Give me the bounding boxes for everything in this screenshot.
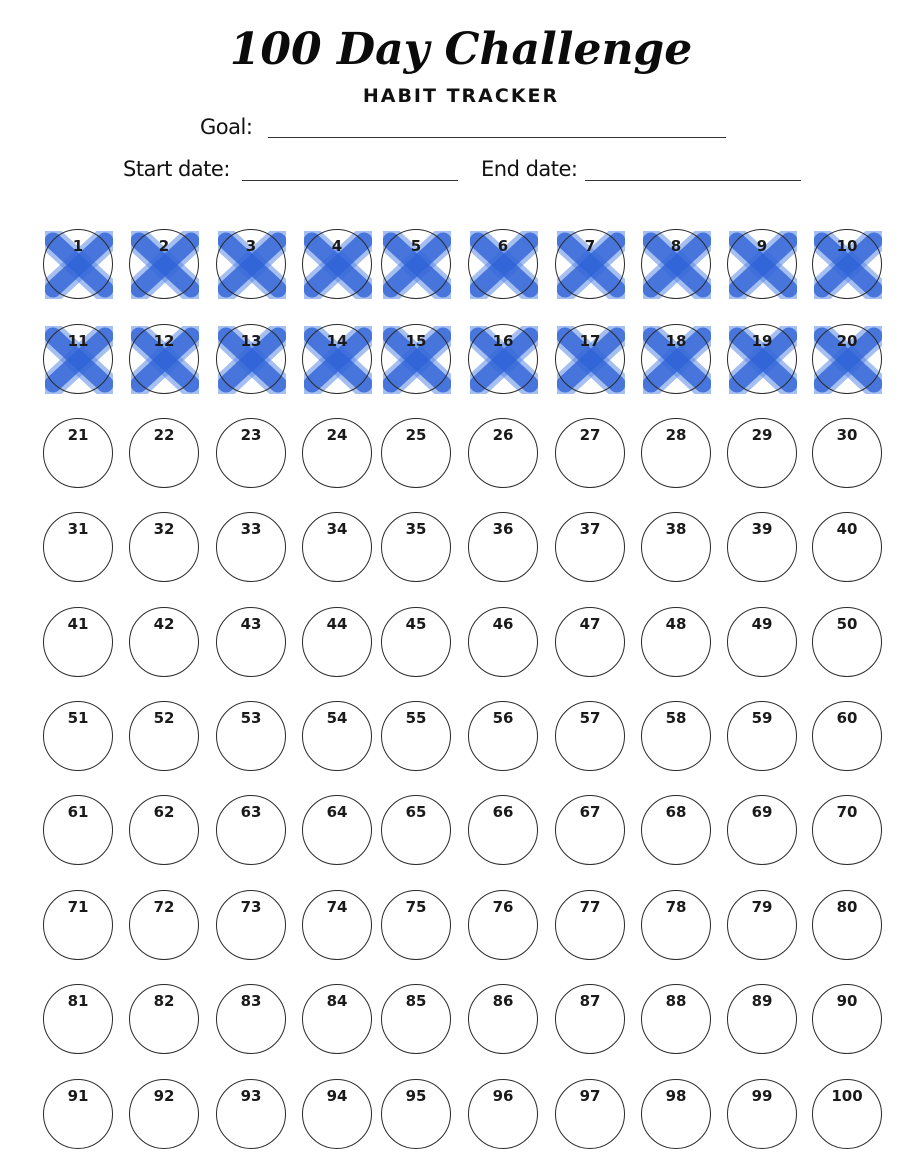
day-circle-83[interactable] (216, 984, 288, 1056)
day-number: 8 (670, 237, 682, 255)
day-number: 54 (326, 709, 348, 727)
day-number: 3 (245, 237, 257, 255)
day-circle-33[interactable] (216, 512, 288, 584)
day-number: 86 (492, 992, 514, 1010)
day-circle-91[interactable] (43, 1079, 115, 1151)
day-circle-52[interactable] (129, 701, 201, 773)
day-circle-13[interactable] (216, 324, 288, 396)
day-number: 35 (405, 520, 427, 538)
day-number: 99 (751, 1087, 773, 1105)
day-number: 24 (326, 426, 348, 444)
day-number: 59 (751, 709, 773, 727)
day-circle-24[interactable] (302, 418, 374, 490)
day-circle-23[interactable] (216, 418, 288, 490)
day-number: 63 (240, 803, 262, 821)
day-circle-47[interactable] (555, 607, 627, 679)
day-circle-2[interactable] (129, 229, 201, 301)
start-date-label: Start date: (123, 157, 230, 181)
day-number: 11 (67, 332, 89, 350)
day-circle-50[interactable] (812, 607, 884, 679)
day-number: 85 (405, 992, 427, 1010)
day-circle-34[interactable] (302, 512, 374, 584)
day-circle-65[interactable] (381, 795, 453, 867)
day-number: 4 (331, 237, 343, 255)
day-number: 58 (665, 709, 687, 727)
day-circle-43[interactable] (216, 607, 288, 679)
day-number: 61 (67, 803, 89, 821)
day-number: 53 (240, 709, 262, 727)
page-subtitle: HABIT TRACKER (362, 85, 560, 107)
day-circle-76[interactable] (468, 890, 540, 962)
day-number: 43 (240, 615, 262, 633)
day-circle-68[interactable] (641, 795, 713, 867)
day-circle-19[interactable] (727, 324, 799, 396)
day-circle-95[interactable] (381, 1079, 453, 1151)
day-number: 22 (153, 426, 175, 444)
day-number: 78 (665, 898, 687, 916)
day-number: 50 (836, 615, 858, 633)
day-circle-35[interactable] (381, 512, 453, 584)
day-number: 75 (405, 898, 427, 916)
day-number: 7 (584, 237, 596, 255)
day-number: 69 (751, 803, 773, 821)
day-circle-53[interactable] (216, 701, 288, 773)
day-number: 79 (751, 898, 773, 916)
day-number: 12 (153, 332, 175, 350)
day-number: 29 (751, 426, 773, 444)
day-number: 33 (240, 520, 262, 538)
day-circle-27[interactable] (555, 418, 627, 490)
day-number: 48 (665, 615, 687, 633)
day-circle-87[interactable] (555, 984, 627, 1056)
day-circle-82[interactable] (129, 984, 201, 1056)
day-circle-20[interactable] (812, 324, 884, 396)
day-circle-59[interactable] (727, 701, 799, 773)
day-circle-38[interactable] (641, 512, 713, 584)
day-circle-9[interactable] (727, 229, 799, 301)
day-number: 51 (67, 709, 89, 727)
day-number: 95 (405, 1087, 427, 1105)
day-number: 42 (153, 615, 175, 633)
day-circle-18[interactable] (641, 324, 713, 396)
day-circle-12[interactable] (129, 324, 201, 396)
day-number: 9 (756, 237, 768, 255)
day-circle-92[interactable] (129, 1079, 201, 1151)
day-number: 20 (836, 332, 858, 350)
day-number: 6 (497, 237, 509, 255)
day-number: 100 (831, 1087, 863, 1105)
day-number: 13 (240, 332, 262, 350)
day-number: 16 (492, 332, 514, 350)
day-number: 2 (158, 237, 170, 255)
day-number: 81 (67, 992, 89, 1010)
day-number: 74 (326, 898, 348, 916)
day-circle-85[interactable] (381, 984, 453, 1056)
day-circle-81[interactable] (43, 984, 115, 1056)
day-number: 14 (326, 332, 348, 350)
day-number: 83 (240, 992, 262, 1010)
day-circle-62[interactable] (129, 795, 201, 867)
day-number: 89 (751, 992, 773, 1010)
day-number: 92 (153, 1087, 175, 1105)
day-number: 91 (67, 1087, 89, 1105)
day-circle-40[interactable] (812, 512, 884, 584)
day-circle-26[interactable] (468, 418, 540, 490)
day-number: 40 (836, 520, 858, 538)
day-circle-78[interactable] (641, 890, 713, 962)
day-number: 10 (836, 237, 858, 255)
day-circle-61[interactable] (43, 795, 115, 867)
day-number: 64 (326, 803, 348, 821)
day-circle-8[interactable] (641, 229, 713, 301)
day-circle-89[interactable] (727, 984, 799, 1056)
day-circle-56[interactable] (468, 701, 540, 773)
goal-label: Goal: (200, 115, 253, 139)
day-number: 84 (326, 992, 348, 1010)
day-number: 96 (492, 1087, 514, 1105)
day-number: 55 (405, 709, 427, 727)
day-number: 71 (67, 898, 89, 916)
day-circle-63[interactable] (216, 795, 288, 867)
day-circle-42[interactable] (129, 607, 201, 679)
day-circle-60[interactable] (812, 701, 884, 773)
day-circle-22[interactable] (129, 418, 201, 490)
day-circle-100[interactable] (812, 1079, 884, 1151)
day-circle-11[interactable] (43, 324, 115, 396)
day-number: 98 (665, 1087, 687, 1105)
day-circle-71[interactable] (43, 890, 115, 962)
day-number: 49 (751, 615, 773, 633)
day-circle-41[interactable] (43, 607, 115, 679)
day-circle-28[interactable] (641, 418, 713, 490)
day-number: 47 (579, 615, 601, 633)
day-circle-32[interactable] (129, 512, 201, 584)
day-number: 32 (153, 520, 175, 538)
day-circle-77[interactable] (555, 890, 627, 962)
day-number: 65 (405, 803, 427, 821)
day-number: 80 (836, 898, 858, 916)
day-number: 62 (153, 803, 175, 821)
day-circle-74[interactable] (302, 890, 374, 962)
day-number: 45 (405, 615, 427, 633)
day-number: 25 (405, 426, 427, 444)
day-number: 70 (836, 803, 858, 821)
day-number: 87 (579, 992, 601, 1010)
day-circle-67[interactable] (555, 795, 627, 867)
day-circle-66[interactable] (468, 795, 540, 867)
day-number: 94 (326, 1087, 348, 1105)
day-circle-1[interactable] (43, 229, 115, 301)
day-circle-70[interactable] (812, 795, 884, 867)
day-circle-30[interactable] (812, 418, 884, 490)
day-circle-72[interactable] (129, 890, 201, 962)
day-circle-7[interactable] (555, 229, 627, 301)
day-circle-4[interactable] (302, 229, 374, 301)
day-number: 21 (67, 426, 89, 444)
day-number: 15 (405, 332, 427, 350)
day-circle-14[interactable] (302, 324, 374, 396)
day-circle-29[interactable] (727, 418, 799, 490)
day-number: 23 (240, 426, 262, 444)
day-number: 56 (492, 709, 514, 727)
day-circle-44[interactable] (302, 607, 374, 679)
day-circle-88[interactable] (641, 984, 713, 1056)
day-number: 72 (153, 898, 175, 916)
day-circle-84[interactable] (302, 984, 374, 1056)
day-circle-21[interactable] (43, 418, 115, 490)
day-number: 66 (492, 803, 514, 821)
end-date-label: End date: (481, 157, 578, 181)
day-number: 41 (67, 615, 89, 633)
day-number: 97 (579, 1087, 601, 1105)
day-circle-86[interactable] (468, 984, 540, 1056)
day-circle-39[interactable] (727, 512, 799, 584)
day-circle-99[interactable] (727, 1079, 799, 1151)
day-circle-10[interactable] (812, 229, 884, 301)
day-circle-98[interactable] (641, 1079, 713, 1151)
day-number: 30 (836, 426, 858, 444)
day-circle-36[interactable] (468, 512, 540, 584)
day-number: 5 (410, 237, 422, 255)
day-number: 52 (153, 709, 175, 727)
day-circle-15[interactable] (381, 324, 453, 396)
day-circle-54[interactable] (302, 701, 374, 773)
day-number: 38 (665, 520, 687, 538)
day-number: 1 (72, 237, 84, 255)
day-number: 37 (579, 520, 601, 538)
day-number: 93 (240, 1087, 262, 1105)
day-circle-79[interactable] (727, 890, 799, 962)
day-number: 44 (326, 615, 348, 633)
day-circle-73[interactable] (216, 890, 288, 962)
day-circle-48[interactable] (641, 607, 713, 679)
day-circle-80[interactable] (812, 890, 884, 962)
day-number: 77 (579, 898, 601, 916)
day-number: 31 (67, 520, 89, 538)
day-circle-25[interactable] (381, 418, 453, 490)
day-circle-96[interactable] (468, 1079, 540, 1151)
day-number: 67 (579, 803, 601, 821)
day-number: 76 (492, 898, 514, 916)
day-circle-90[interactable] (812, 984, 884, 1056)
day-number: 73 (240, 898, 262, 916)
day-circle-97[interactable] (555, 1079, 627, 1151)
day-circle-16[interactable] (468, 324, 540, 396)
page-title: 100 Day Challenge (229, 24, 693, 75)
day-number: 34 (326, 520, 348, 538)
day-circle-58[interactable] (641, 701, 713, 773)
day-number: 46 (492, 615, 514, 633)
day-number: 27 (579, 426, 601, 444)
day-circle-5[interactable] (381, 229, 453, 301)
day-circle-55[interactable] (381, 701, 453, 773)
day-number: 57 (579, 709, 601, 727)
day-circle-75[interactable] (381, 890, 453, 962)
day-circle-49[interactable] (727, 607, 799, 679)
day-number: 18 (665, 332, 687, 350)
day-circle-64[interactable] (302, 795, 374, 867)
day-number: 60 (836, 709, 858, 727)
day-number: 88 (665, 992, 687, 1010)
day-circle-46[interactable] (468, 607, 540, 679)
day-circle-17[interactable] (555, 324, 627, 396)
day-number: 26 (492, 426, 514, 444)
day-circle-3[interactable] (216, 229, 288, 301)
day-number: 68 (665, 803, 687, 821)
day-number: 36 (492, 520, 514, 538)
day-number: 82 (153, 992, 175, 1010)
day-number: 90 (836, 992, 858, 1010)
day-circle-69[interactable] (727, 795, 799, 867)
day-circle-94[interactable] (302, 1079, 374, 1151)
day-number: 17 (579, 332, 601, 350)
day-number: 39 (751, 520, 773, 538)
day-circle-37[interactable] (555, 512, 627, 584)
day-circle-6[interactable] (468, 229, 540, 301)
day-number: 19 (751, 332, 773, 350)
day-circle-51[interactable] (43, 701, 115, 773)
day-number: 28 (665, 426, 687, 444)
day-circle-93[interactable] (216, 1079, 288, 1151)
day-circle-45[interactable] (381, 607, 453, 679)
day-circle-31[interactable] (43, 512, 115, 584)
day-circle-57[interactable] (555, 701, 627, 773)
